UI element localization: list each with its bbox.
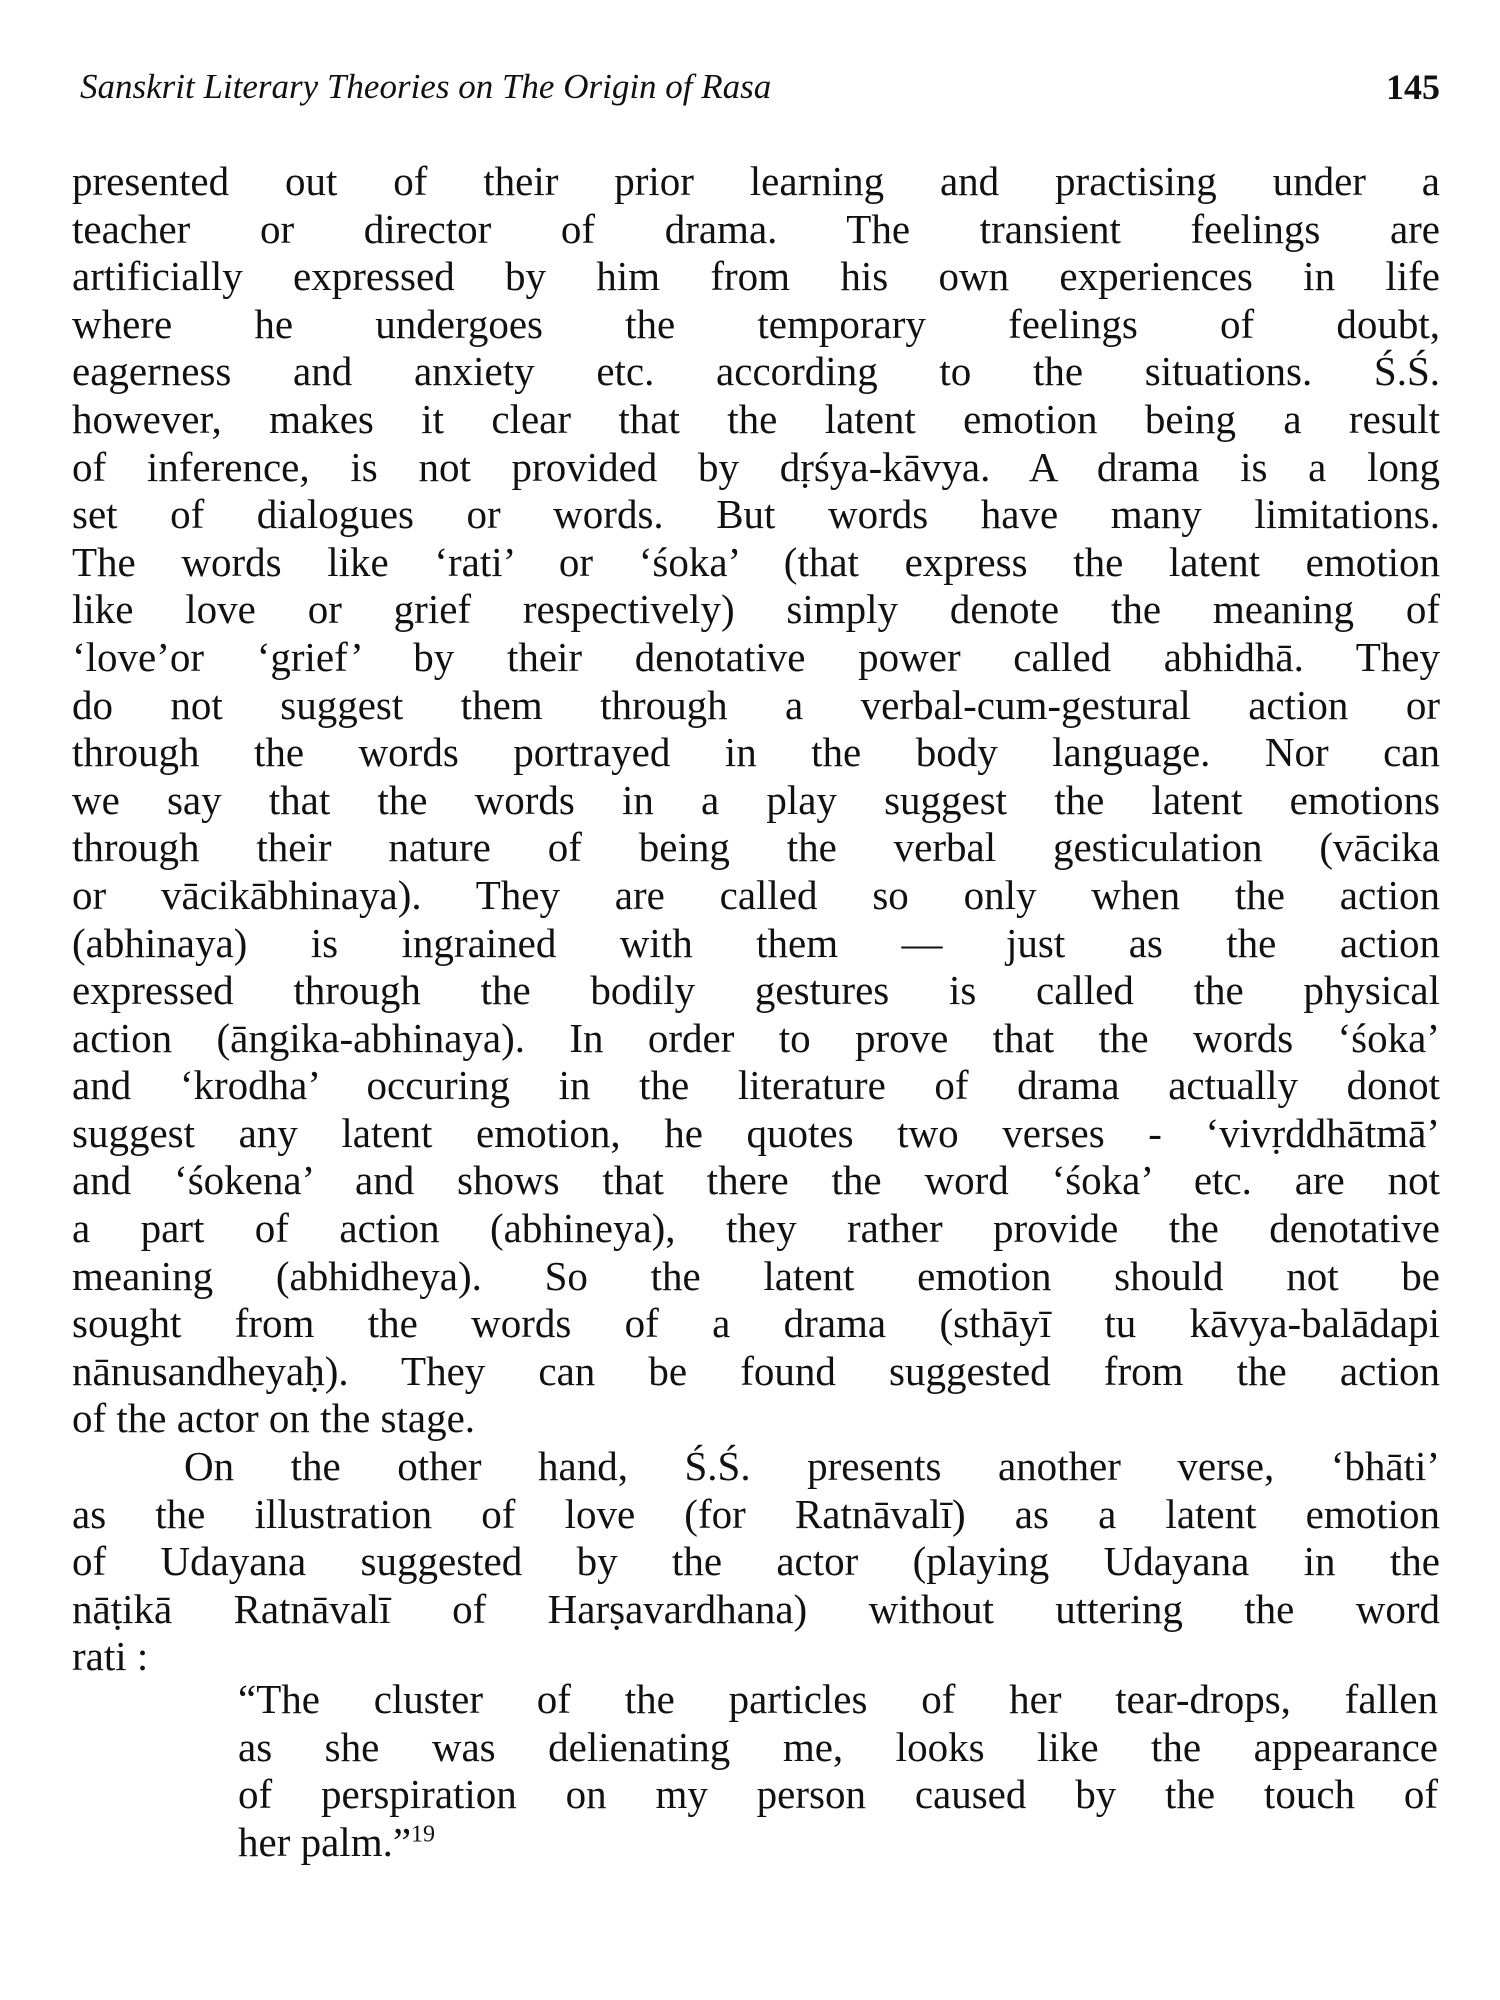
running-title: Sanskrit Literary Theories on The Origin of Rasa xyxy=(80,67,772,106)
text-line: suggest any latent emotion, he quotes two verses - ‘vivṛddhātmā’ xyxy=(72,1109,1440,1156)
text-line: through the words portrayed in the body language. Nor can xyxy=(72,729,1440,776)
quote-last-line xyxy=(238,1819,1438,1867)
paragraph-2 xyxy=(72,1443,1440,1681)
text-line: set of dialogues or words. But words have many limitations. xyxy=(72,491,1440,538)
quote-line: “The cluster of the particles of her tear-drops, fallen xyxy=(238,1676,1438,1722)
main-text xyxy=(72,158,1440,1681)
quote-line: of perspiration on my person caused by the touch of xyxy=(238,1771,1438,1818)
text-line: or vācikābhinaya). They are called so only when the action xyxy=(72,871,1440,918)
text-line: teacher or director of drama. The transient feelings are xyxy=(72,205,1440,252)
text-line: of inference, is not provided by dṛśya-kāvya. A drama is a long xyxy=(72,443,1440,490)
quote-line: her palm.” xyxy=(238,1818,412,1865)
text-line: we say that the words in a play suggest the latent emotions xyxy=(72,776,1440,823)
text-line: however, makes it clear that the latent emotion being a result xyxy=(72,395,1440,442)
text-line: through their nature of being the verbal gesticulation (vācika xyxy=(72,824,1440,871)
text-line: and ‘śokena’ and shows that there the word ‘śoka’ etc. are not xyxy=(72,1157,1440,1204)
text-line: presented out of their prior learning and practising under a xyxy=(72,158,1440,204)
text-line: and ‘krodha’ occuring in the literature of drama actually donot xyxy=(72,1062,1440,1109)
text-line: meaning (abhidheya). So the latent emotion should not be xyxy=(72,1252,1440,1299)
block-quote xyxy=(238,1676,1438,1866)
text-line: ‘love’or ‘grief’ by their denotative power called abhidhā. They xyxy=(72,633,1440,680)
text-line: (abhinaya) is ingrained with them — just as the action xyxy=(72,919,1440,966)
text-line: of the actor on the stage. xyxy=(72,1395,476,1442)
text-line: do not suggest them through a verbal-cum-gestural action or xyxy=(72,681,1440,728)
text-line: rati : xyxy=(72,1633,149,1680)
text-line: nānusandheyaḥ). They can be found suggested from the action xyxy=(72,1347,1440,1394)
text-line: like love or grief respectively) simply denote the meaning of xyxy=(72,586,1440,633)
text-line: nāṭikā Ratnāvalī of Harṣavardhana) without uttering the word xyxy=(72,1585,1440,1632)
paragraph-1 xyxy=(72,158,1440,1443)
running-head xyxy=(80,62,1440,112)
footnote-reference[interactable]: 19 xyxy=(411,1821,436,1848)
text-line: expressed through the bodily gestures is called the physical xyxy=(72,967,1440,1014)
text-line: On the other hand, Ś.Ś. presents another verse, ‘bhāti’ xyxy=(184,1443,1440,1490)
page-number: 145 xyxy=(1386,67,1440,107)
text-line: eagerness and anxiety etc. according to the situations. Ś.Ś. xyxy=(72,348,1440,395)
text-line: a part of action (abhineya), they rather provide the denotative xyxy=(72,1205,1440,1252)
text-line: artificially expressed by him from his own experiences in life xyxy=(72,253,1440,300)
text-line: The words like ‘rati’ or ‘śoka’ (that express the latent emotion xyxy=(72,538,1440,585)
text-line: where he undergoes the temporary feelings of doubt, xyxy=(72,300,1440,347)
text-line: of Udayana suggested by the actor (playing Udayana in the xyxy=(72,1538,1440,1585)
quote-line: as she was delienating me, looks like the appearance xyxy=(238,1723,1438,1770)
text-line: as the illustration of love (for Ratnāvalī) as a latent emotion xyxy=(72,1490,1440,1537)
text-line: sought from the words of a drama (sthāyī tu kāvya-balādapi xyxy=(72,1300,1440,1347)
text-line: action (āngika-abhinaya). In order to prove that the words ‘śoka’ xyxy=(72,1014,1440,1061)
